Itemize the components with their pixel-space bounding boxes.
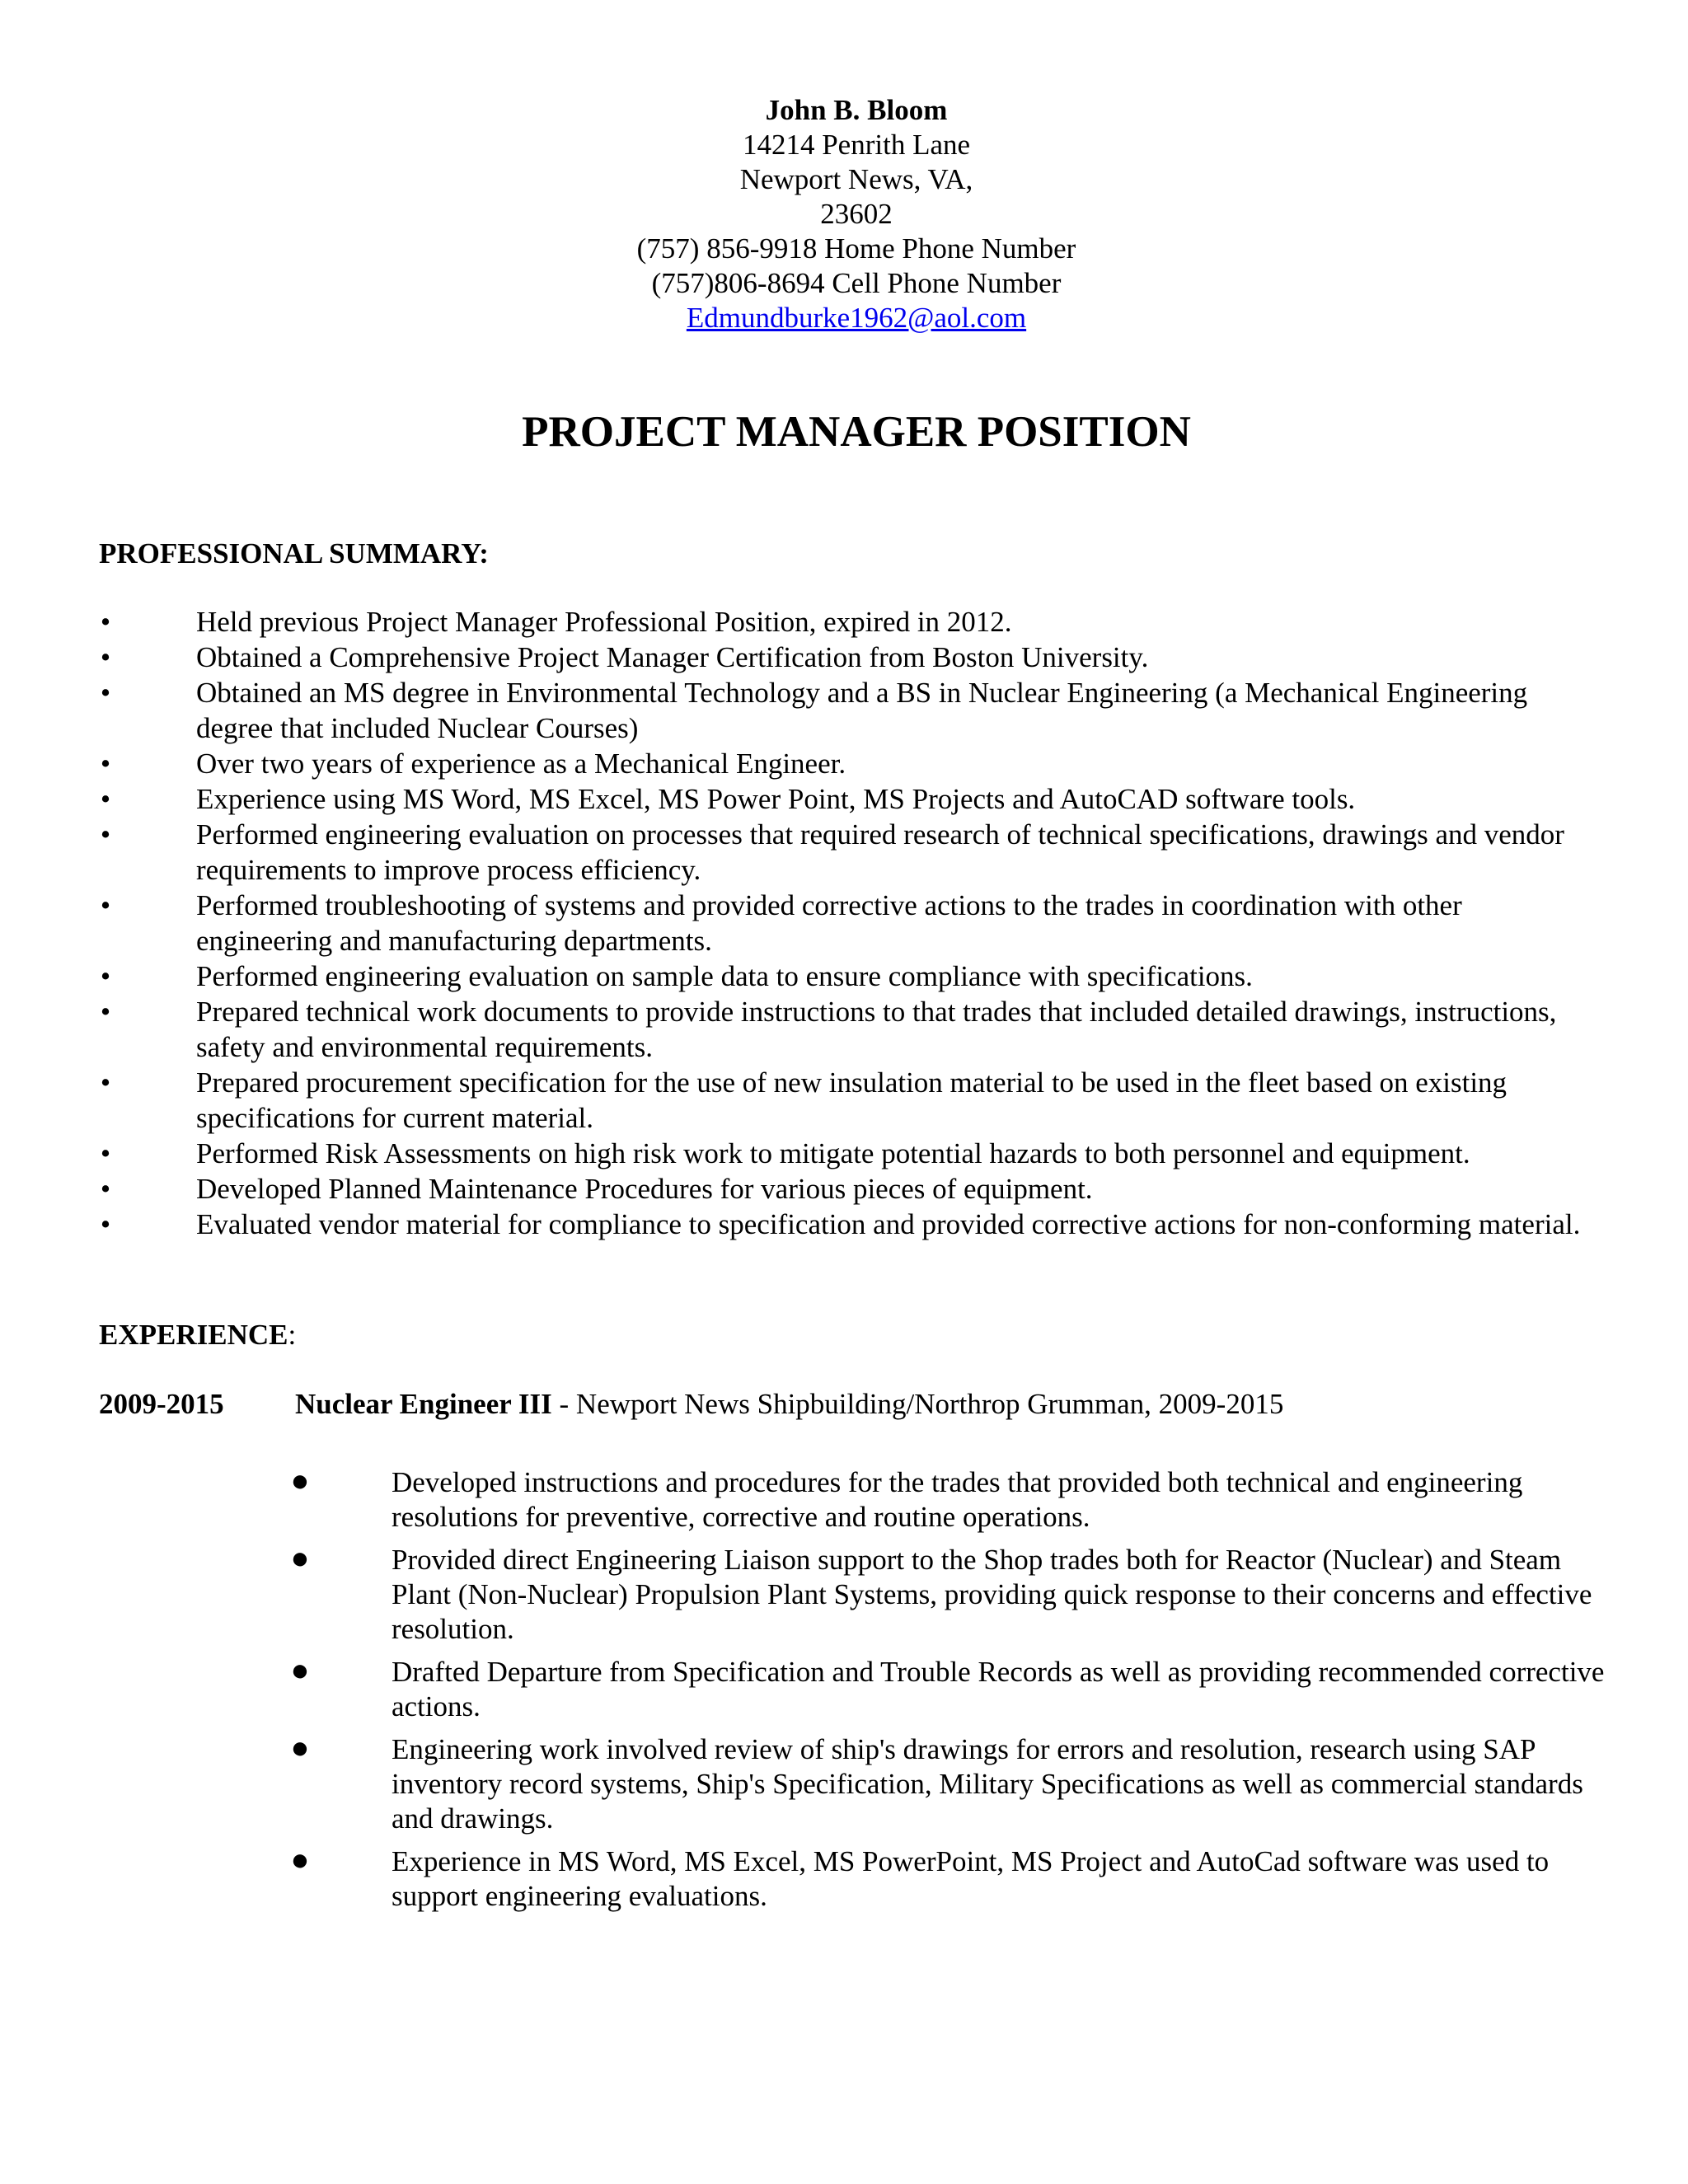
summary-item: • Over two years of experience as a Mechanical Engineer. xyxy=(0,746,1597,781)
summary-item: • Experience using MS Word, MS Excel, MS Power Point, MS Projects and AutoCAD software tools. xyxy=(0,781,1597,817)
job-duty-item: ● Provided direct Engineering Liaison support to the Shop trades both for Reactor (Nuclear) and Steam Plant (Non-Nuclear) Propulsion Plant Systems, providing quick response to their concerns and effective resolution. xyxy=(290,1541,1592,1645)
bullet-icon: ● xyxy=(290,1464,310,1498)
bullet-icon: • xyxy=(100,677,111,709)
job-duty-item: ● Experience in MS Word, MS Excel, MS PowerPoint, MS Project and AutoCad software was used to support engineering evaluations. xyxy=(290,1843,1550,1912)
summary-item: • Performed engineering evaluation on processes that required research of technical specifications, drawings and vendor requirements to improve process efficiency. xyxy=(0,817,1597,888)
professional-summary-heading: PROFESSIONAL SUMMARY: xyxy=(99,537,489,569)
address-city: Newport News, VA, xyxy=(739,163,973,195)
address-street: 14214 Penrith Lane xyxy=(742,129,971,161)
job-duty-item: ● Drafted Departure from Specification and Trouble Records as well as providing recommended corrective actions. xyxy=(290,1653,1605,1722)
bullet-icon: • xyxy=(100,748,111,780)
bullet-icon: ● xyxy=(290,1731,310,1765)
job-duty-item: ● Engineering work involved review of ship's drawings for errors and resolution, research using SAP inventory record systems, Ship's Specification, Military Specifications as well as commercial standards and drawings. xyxy=(290,1731,1583,1835)
job-title: Nuclear Engineer III xyxy=(295,1388,552,1420)
bullet-icon: • xyxy=(100,606,111,638)
job-title-line xyxy=(295,1387,1283,1422)
summary-item: • Performed troubleshooting of systems and provided corrective actions to the trades in coordination with other engineering and manufacturing departments. xyxy=(0,888,1597,958)
candidate-name: John B. Bloom xyxy=(765,94,948,126)
bullet-icon: • xyxy=(100,889,111,921)
summary-item: • Performed Risk Assessments on high risk work to mitigate potential hazards to both personnel and equipment. xyxy=(0,1136,1597,1171)
email-link[interactable]: Edmundburke1962@aol.com xyxy=(686,302,1027,334)
bullet-icon: • xyxy=(100,783,111,815)
experience-heading: EXPERIENCE: xyxy=(99,1319,297,1351)
job-years: 2009-2015 xyxy=(99,1388,224,1420)
job-employer: - Newport News Shipbuilding/Northrop Grumman, 2009-2015 xyxy=(551,1388,1284,1420)
bullet-icon: • xyxy=(100,641,111,673)
bullet-icon: • xyxy=(100,960,111,992)
bullet-icon: • xyxy=(100,996,111,1028)
address-zip: 23602 xyxy=(820,198,893,230)
bullet-icon: • xyxy=(100,1208,111,1240)
bullet-icon: • xyxy=(100,1137,111,1169)
summary-item: • Prepared technical work documents to provide instructions to that trades that included detailed drawings, instructions, safety and environmental requirements. xyxy=(0,994,1597,1065)
summary-item: • Held previous Project Manager Professional Position, expired in 2012. xyxy=(0,604,1597,640)
bullet-icon: ● xyxy=(290,1843,310,1877)
bullet-icon: ● xyxy=(290,1541,310,1576)
contact-header xyxy=(0,93,1688,335)
summary-item: • Performed engineering evaluation on sample data to ensure compliance with specifications. xyxy=(0,958,1597,994)
summary-list xyxy=(0,604,1688,1242)
bullet-icon: • xyxy=(100,1173,111,1205)
cell-phone: (757)806-8694 Cell Phone Number xyxy=(651,267,1062,299)
summary-item: • Developed Planned Maintenance Procedures for various pieces of equipment. xyxy=(0,1171,1597,1207)
job-duties-list xyxy=(0,1465,1688,1922)
bullet-icon: • xyxy=(100,1066,111,1099)
document-title: PROJECT MANAGER POSITION xyxy=(522,408,1191,456)
bullet-icon: ● xyxy=(290,1653,310,1688)
summary-item: • Obtained a Comprehensive Project Manager Certification from Boston University. xyxy=(0,640,1597,675)
job-duty-item: ● Developed instructions and procedures for the trades that provided both technical and engineering resolutions for preventive, corrective and routine operations. xyxy=(290,1464,1523,1533)
summary-item: • Evaluated vendor material for compliance to specification and provided corrective actions for non-conforming material. xyxy=(0,1207,1597,1242)
summary-item: • Prepared procurement specification for the use of new insulation material to be used in the fleet based on existing specifications for current material. xyxy=(0,1065,1597,1136)
summary-item: • Obtained an MS degree in Environmental Technology and a BS in Nuclear Engineering (a Mechanical Engineering degree that included Nuclear Courses) xyxy=(0,675,1597,746)
bullet-icon: • xyxy=(100,818,111,851)
home-phone: (757) 856-9918 Home Phone Number xyxy=(636,232,1076,265)
